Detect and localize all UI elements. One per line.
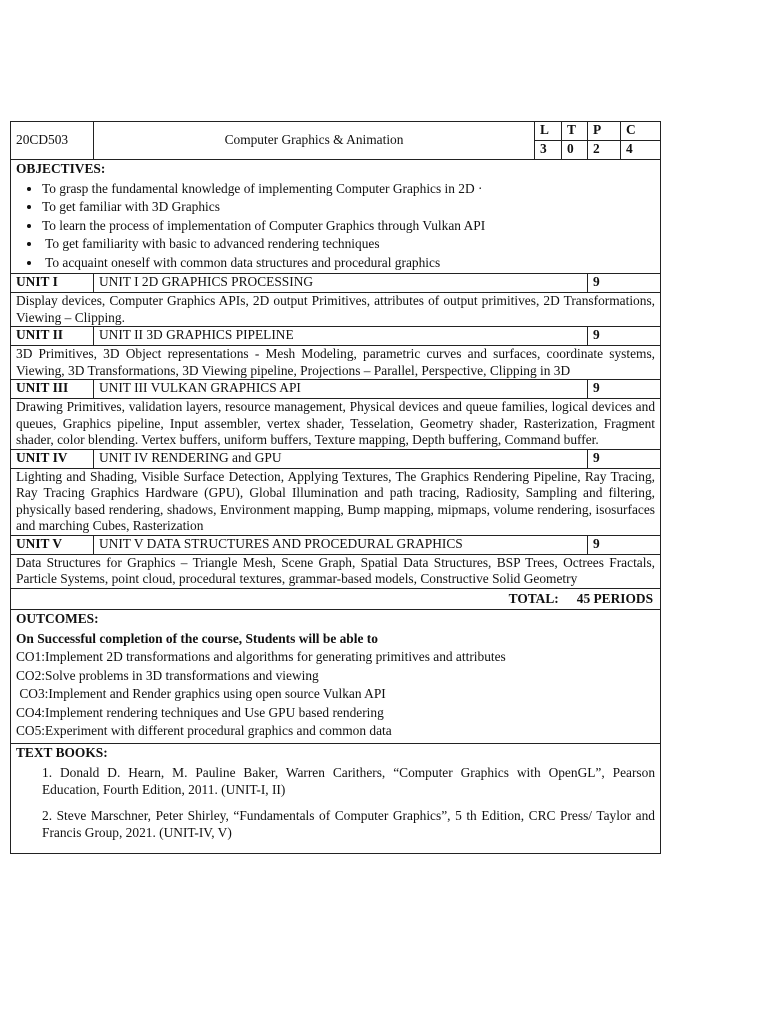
ltpc-label-p: P <box>588 122 621 141</box>
total-label: TOTAL: <box>508 590 559 606</box>
objective-item: • To grasp the fundamental knowledge of implementing Computer Graphics in 2D · <box>42 181 655 198</box>
textbooks-row <box>11 743 661 854</box>
objective-item: • To learn the process of implementation of Computer Graphics through Vulkan API <box>42 218 655 235</box>
textbooks-heading: TEXT BOOKS: <box>16 744 108 760</box>
unit-3-header-row <box>11 380 661 399</box>
unit-5-title: UNIT V DATA STRUCTURES AND PROCEDURAL GRAPHICS <box>94 535 588 554</box>
objectives-heading: OBJECTIVES: <box>16 161 106 176</box>
unit-1-header-row <box>11 274 661 293</box>
unit-2-title: UNIT II 3D GRAPHICS PIPELINE <box>94 327 588 346</box>
objectives-list <box>16 181 655 272</box>
unit-1-content: Display devices, Computer Graphics APIs, 2D output Primitives, attributes of output primitives, 2D Transformations, Viewing – Clipping. <box>11 293 661 327</box>
textbooks-section <box>11 743 661 854</box>
unit-1-label: UNIT I <box>11 274 94 293</box>
outcome-item: CO4:Implement rendering techniques and Use GPU based rendering <box>16 704 384 720</box>
course-header-row <box>11 122 661 141</box>
unit-4-content-row <box>11 468 661 535</box>
unit-5-content: Data Structures for Graphics – Triangle Mesh, Scene Graph, Spatial Data Structures, BSP Trees, Octrees Fractals, Particle Systems, point cloud, procedural textures, grammar-based models, Constructive Solid Geometry <box>11 554 661 588</box>
objective-item: • To get familiarity with basic to advanced rendering techniques <box>42 236 655 253</box>
unit-2-header-row <box>11 327 661 346</box>
unit-2-hours: 9 <box>588 327 661 346</box>
unit-2-label: UNIT II <box>11 327 94 346</box>
outcomes-section <box>11 610 661 744</box>
unit-5-label: UNIT V <box>11 535 94 554</box>
unit-5-header-row <box>11 535 661 554</box>
outcomes-row <box>11 610 661 744</box>
unit-4-header-row <box>11 449 661 468</box>
unit-1-title: UNIT I 2D GRAPHICS PROCESSING <box>94 274 588 293</box>
ltpc-value-c: 4 <box>621 141 661 160</box>
unit-4-title: UNIT IV RENDERING and GPU <box>94 449 588 468</box>
course-title: Computer Graphics & Animation <box>94 122 535 160</box>
outcome-item: CO2:Solve problems in 3D transformations and viewing <box>16 667 319 683</box>
unit-5-hours: 9 <box>588 535 661 554</box>
outcomes-heading: OUTCOMES: <box>16 611 99 626</box>
outcomes-intro: On Successful completion of the course, Students will be able to <box>16 630 378 646</box>
objectives-row <box>11 160 661 274</box>
unit-5-content-row <box>11 554 661 588</box>
total-cell <box>11 588 661 610</box>
unit-3-content-row <box>11 399 661 450</box>
total-row <box>11 588 661 610</box>
course-code: 20CD503 <box>11 122 94 160</box>
unit-2-content-row <box>11 346 661 380</box>
syllabus-table <box>10 121 661 854</box>
unit-3-hours: 9 <box>588 380 661 399</box>
outcome-item: CO1:Implement 2D transformations and algorithms for generating primitives and attributes <box>16 649 506 664</box>
unit-4-label: UNIT IV <box>11 449 94 468</box>
ltpc-value-l: 3 <box>535 141 562 160</box>
unit-3-label: UNIT III <box>11 380 94 399</box>
total-value: 45 PERIODS <box>576 590 654 606</box>
ltpc-label-t: T <box>562 122 588 141</box>
unit-3-content: Drawing Primitives, validation layers, resource management, Physical devices and queue families, logical devices and queues, Graphics pipeline, Input assembler, vertex shader, Tesselation, Geometry shader, Rasterization, Fragment shader, color blending. Vertex buffers, uniform buffers, Texture mapping, Depth buffering, Command buffer. <box>11 399 661 450</box>
ltpc-label-l: L <box>535 122 562 141</box>
textbook-item: 2. Steve Marschner, Peter Shirley, “Fundamentals of Computer Graphics”, 5 th Edition, CRC Press/ Taylor and Francis Group, 2021. (UNIT-IV, V) <box>42 808 656 840</box>
ltpc-value-p: 2 <box>588 141 621 160</box>
objective-item: • To acquaint oneself with common data structures and procedural graphics <box>42 255 655 272</box>
ltpc-value-t: 0 <box>562 141 588 160</box>
objectives-section <box>11 160 661 274</box>
unit-4-hours: 9 <box>588 449 661 468</box>
outcome-item: CO5:Experiment with different procedural graphics and common data <box>16 723 392 738</box>
objective-item: • To get familiar with 3D Graphics <box>42 199 655 216</box>
ltpc-label-c: C <box>621 122 661 141</box>
unit-4-content: Lighting and Shading, Visible Surface Detection, Applying Textures, The Graphics Rendering Pipeline, Ray Tracing, Ray Tracing Graphics Hardware (GPU), Global Illumination and path tracing, Radiosity, Sampling and filtering, physically based rendering, shadows, Environment mapping, Bump mapping, mipmaps, volume rendering, isosurfaces and marching Cubes, Rasterization <box>11 468 661 535</box>
unit-2-content: 3D Primitives, 3D Object representations - Mesh Modeling, parametric curves and surfaces, coordinate systems, Viewing, 3D Transformations, 3D Viewing pipeline, Projections – Parallel, Perspective, Clipping in 3D <box>11 346 661 380</box>
unit-1-hours: 9 <box>588 274 661 293</box>
outcome-item: CO3:Implement and Render graphics using open source Vulkan API <box>16 686 386 701</box>
textbook-item: 1. Donald D. Hearn, M. Pauline Baker, Warren Carithers, “Computer Graphics with OpenGL”, Pearson Education, Fourth Edition, 2011. (UNIT-I, II) <box>42 765 656 797</box>
unit-1-content-row <box>11 293 661 327</box>
unit-3-title: UNIT III VULKAN GRAPHICS API <box>94 380 588 399</box>
